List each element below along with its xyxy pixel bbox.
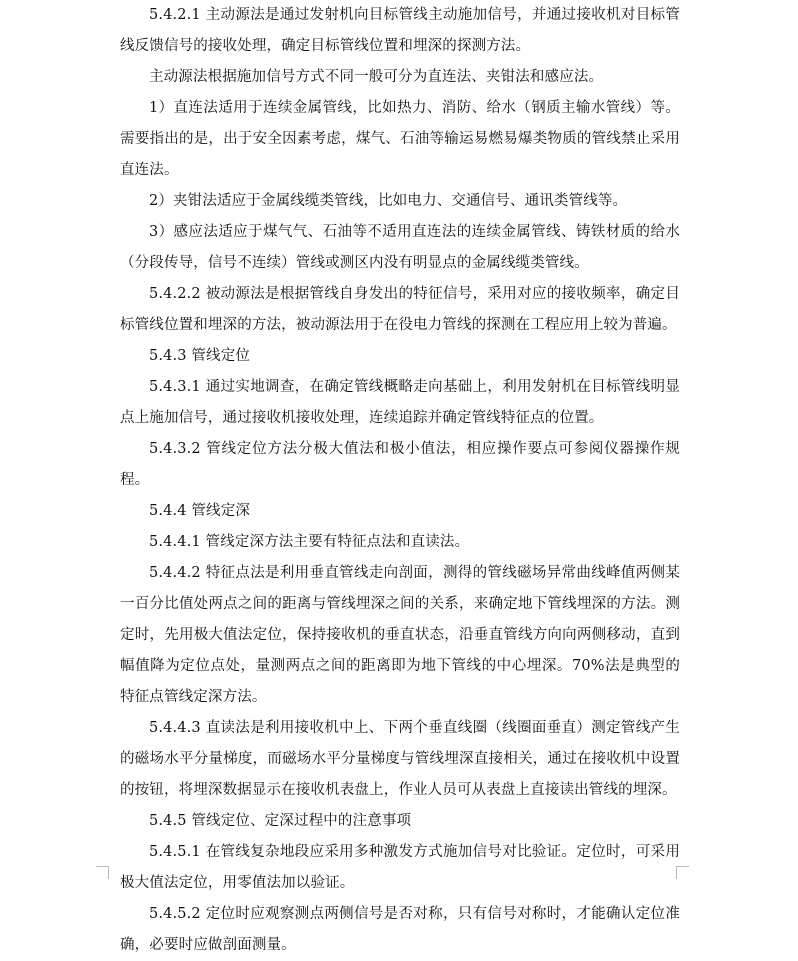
document-page — [120, 0, 680, 953]
heading-5-4-4: 5.4.4 管线定深 — [149, 503, 251, 519]
paragraph-5-4-4-1: 5.4.4.1 管线定深方法主要有特征点法和直读法。 — [149, 534, 470, 550]
heading-5-4-5: 5.4.5 管线定位、定深过程中的注意事项 — [149, 813, 412, 829]
margin-corner-mark-left — [96, 866, 109, 879]
paragraph-5-4-5-1: 5.4.5.1 在管线复杂地段应采用多种激发方式施加信号对比验证。定位时，可采用极大值法定位，用零值法加以验证。 — [120, 844, 680, 891]
paragraph-clamp-method: 2）夹钳法适应于金属线缆类管线，比如电力、交通信号、通讯类管线等。 — [149, 193, 628, 209]
paragraph-5-4-4-2: 5.4.4.2 特征点法是利用垂直管线走向剖面，测得的管线磁场异常曲线峰值两侧某一百分比值处两点之间的距离与管线埋深之间的关系，来确定地下管线埋深的方法。测定时，先用极大值法定位，保持接收机的垂直状态，沿垂直管线方向向两侧移动，直到幅值降为定位点处，量测两点之间的距离即为地下管线的中心埋深。70%法是典型的特征点管线定深方法。 — [120, 565, 680, 705]
paragraph-5-4-3-2: 5.4.3.2 管线定位方法分极大值法和极小值法，相应操作要点可参阅仪器操作规程。 — [120, 441, 680, 488]
paragraph-5-4-2-2: 5.4.2.2 被动源法是根据管线自身发出的特征信号，采用对应的接收频率，确定目标管线位置和埋深的方法，被动源法用于在役电力管线的探测在工程应用上较为普遍。 — [120, 286, 680, 333]
paragraph-direct-connection: 1）直连法适用于连续金属管线，比如热力、消防、给水（钢质主输水管线）等。需要指出的是，出于安全因素考虑，煤气、石油等输运易燃易爆类物质的管线禁止采用直连法。 — [120, 100, 680, 178]
heading-5-4-3: 5.4.3 管线定位 — [149, 348, 251, 364]
paragraph-induction-method: 3）感应法适应于煤气气、石油等不适用直连法的连续金属管线、铸铁材质的给水（分段传导，信号不连续）管线或测区内没有明显点的金属线缆类管线。 — [120, 224, 680, 271]
paragraph-5-4-4-3: 5.4.4.3 直读法是利用接收机中上、下两个垂直线圈（线圈面垂直）测定管线产生的磁场水平分量梯度，而磁场水平分量梯度与管线埋深直接相关，通过在接收机中设置的按钮，将埋深数据显示在接收机表盘上，作业人员可从表盘上直接读出管线的埋深。 — [120, 720, 680, 798]
paragraph-active-source-methods: 主动源法根据施加信号方式不同一般可分为直连法、夹钳法和感应法。 — [149, 69, 604, 85]
paragraph-5-4-3-1: 5.4.3.1 通过实地调查，在确定管线概略走向基础上，利用发射机在目标管线明显点上施加信号，通过接收机接收处理，连续追踪并确定管线特征点的位置。 — [120, 379, 680, 426]
margin-corner-mark-right — [676, 866, 689, 879]
paragraph-5-4-2-1: 5.4.2.1 主动源法是通过发射机向目标管线主动施加信号，并通过接收机对目标管线反馈信号的接收处理，确定目标管线位置和埋深的探测方法。 — [120, 7, 680, 54]
paragraph-5-4-5-2: 5.4.5.2 定位时应观察测点两侧信号是否对称，只有信号对称时，才能确认定位准确，必要时应做剖面测量。 — [120, 906, 680, 953]
